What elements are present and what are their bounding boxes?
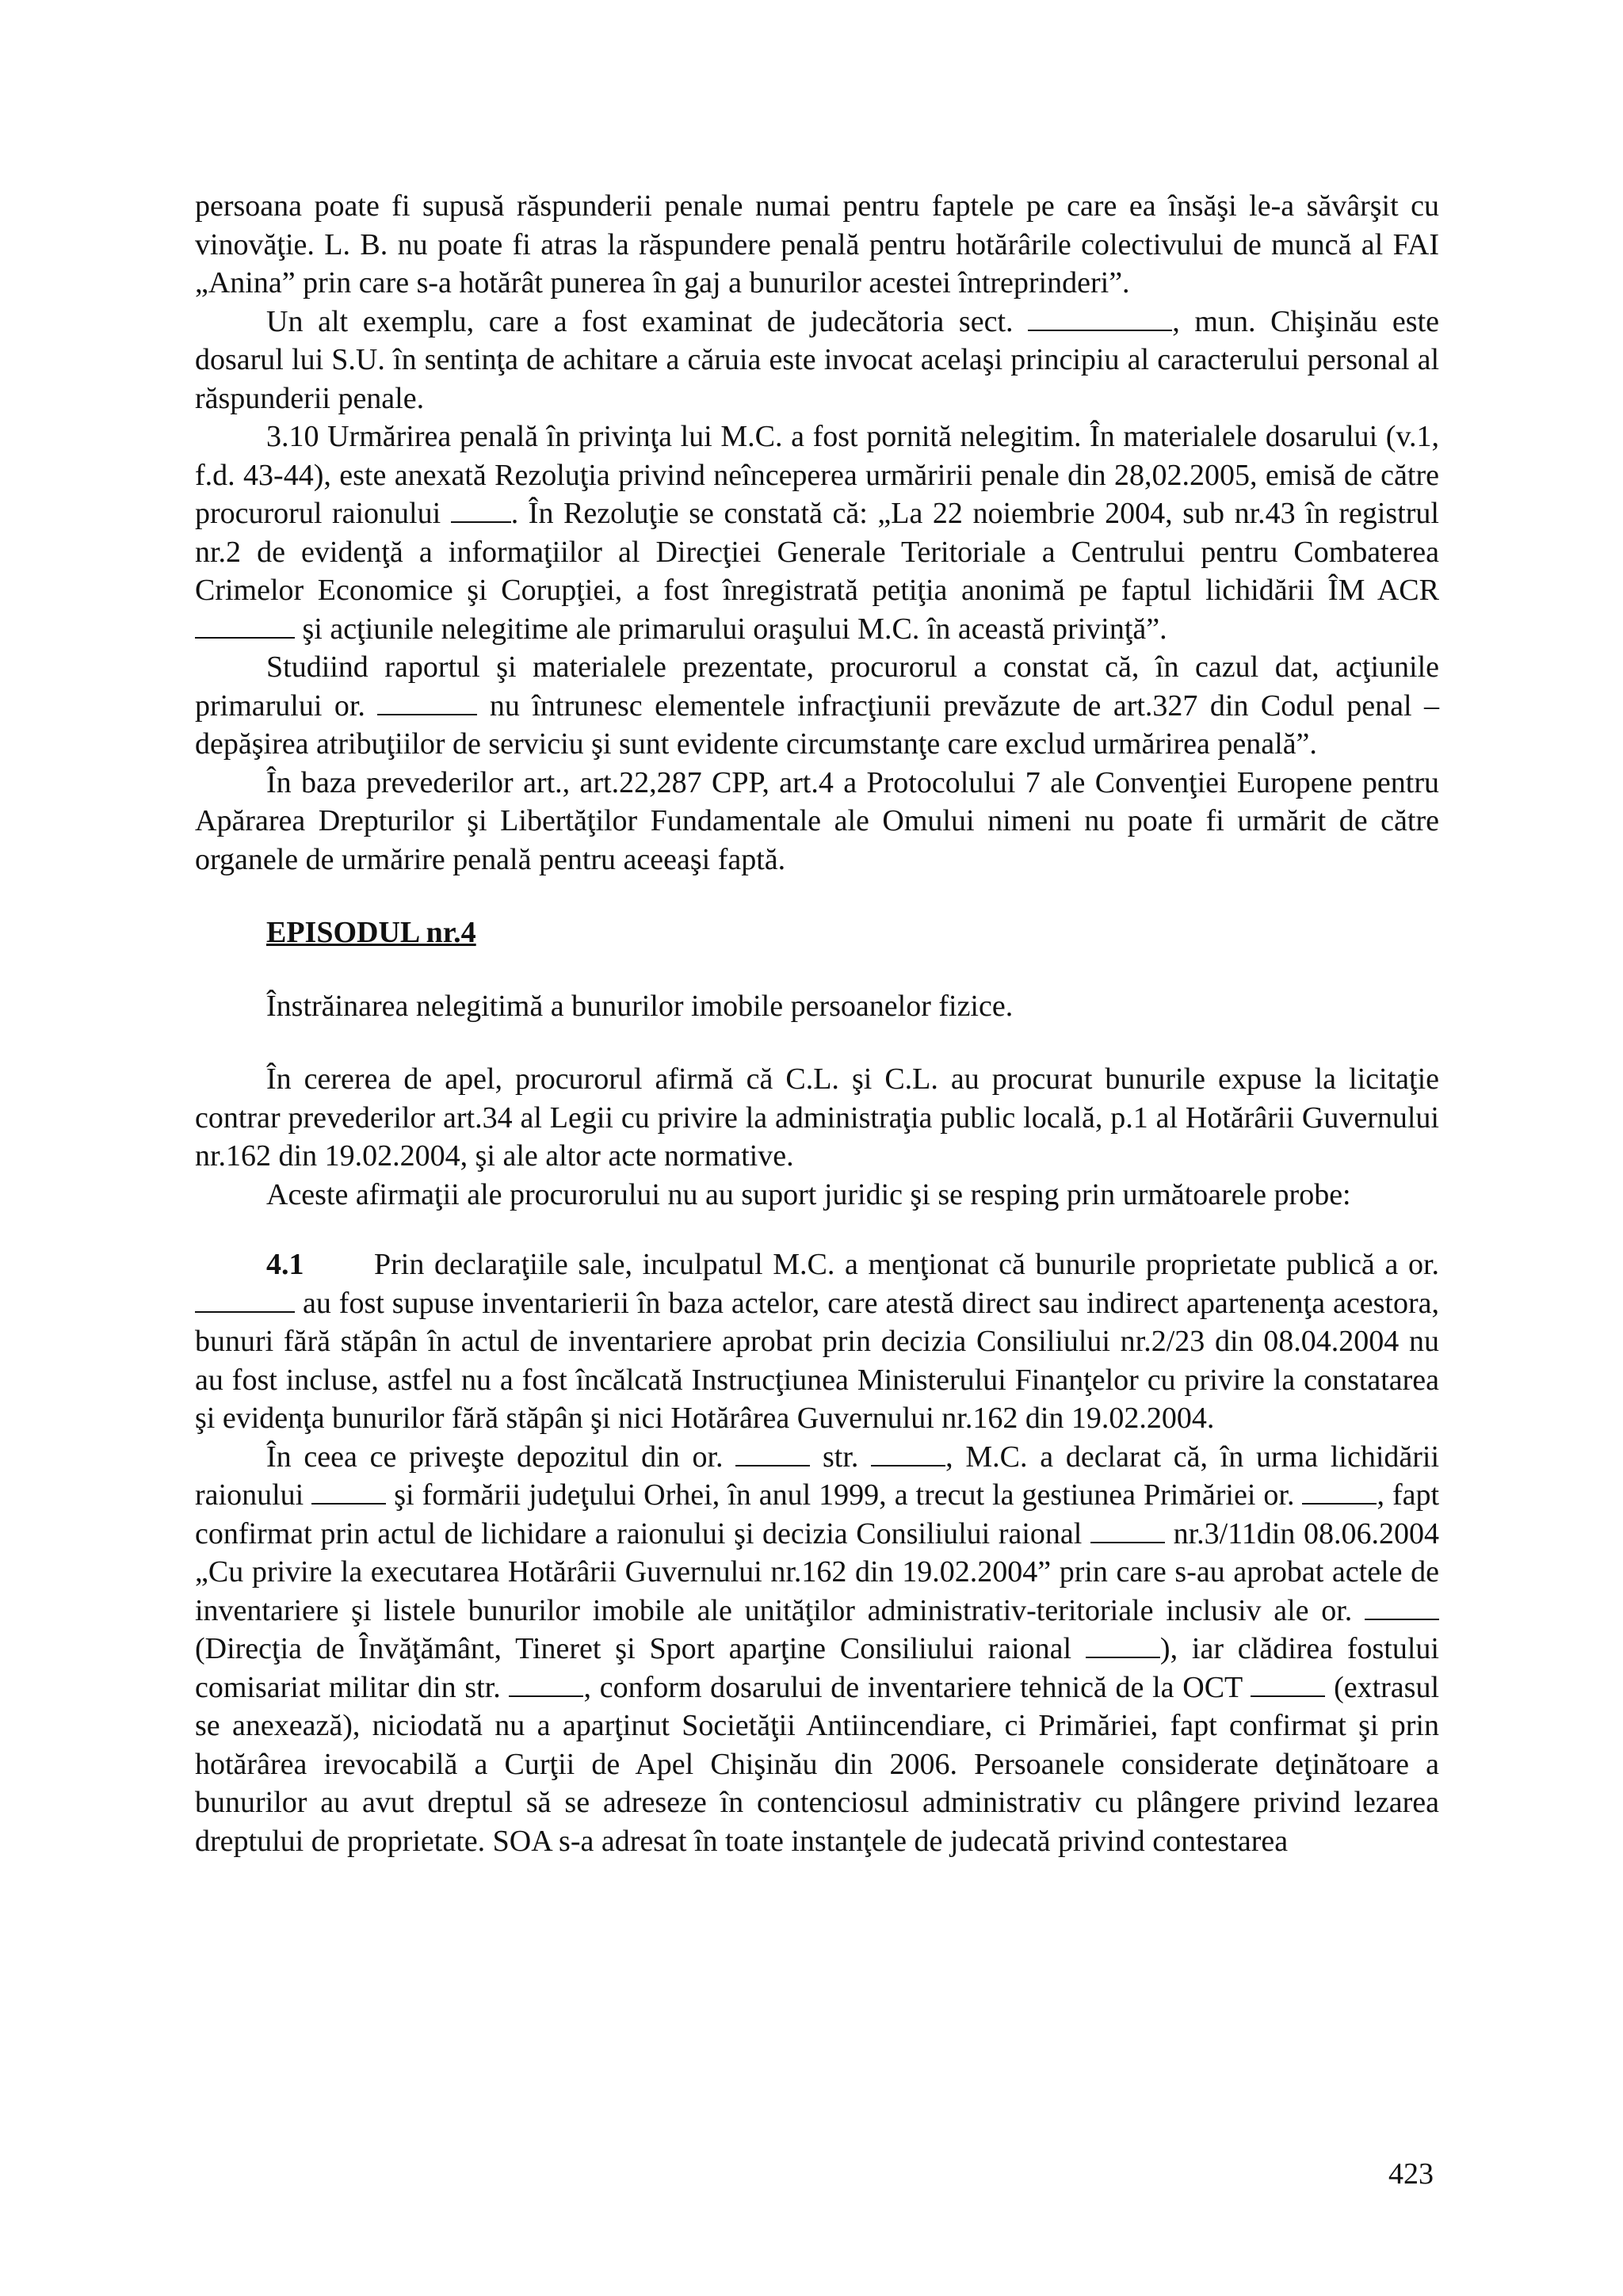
section-number: 4.1: [266, 1248, 304, 1281]
paragraph-5: În baza prevederilor art., art.22,287 CPP, art.4 a Protocolului 7 ale Convenţiei Europene pentru Apărarea Drepturilor şi Libertăţilor Fundamentale ale Omului nimeni nu poate fi urmărit de către organele de urmărire penală pentru aceeaşi faptă.: [195, 765, 1439, 876]
redacted-blank: [311, 1479, 386, 1505]
page-number: 423: [1388, 2157, 1434, 2191]
paragraph-9: În ceea ce priveşte depozitul din or. str. , M.C. a declarat că, în urma lichidării raionului şi formării judeţului Orhei, în anul 1999, a trecut la gestiunea Primăriei or. , fapt confirmat prin actul de lichidare a raionului şi decizia Consiliului raional nr.3/11din 08.06.2004 „Cu privire la executarea Hotărârii Guvernului nr.162 din 19.02.2004” prin care s-au aprobat actele de inventariere şi listele bunurilor imobile ale unităţilor administrativ-teritoriale inclusiv ale or. (Direcţia de Învăţământ, Tineret şi Sport aparţine Consiliului raional ), iar clădirea fostului comisariat militar din str. , conform dosarului de inventariere tehnică de la OCT (extrasul se anexează), niciodată nu a aparţinut Societăţii Antiincendiare, ci Primăriei, fapt confirmat şi prin hotărârea irevocabilă a Curţii de Apel Chişinău din 2006. Persoanele considerate deţinătoare a bunurilor au avut dreptul să se adreseze în contenciosul administrativ cu plângere privind lezarea dreptului de proprietate. SOA s-a adresat în toate instanţele de judecată privind contestarea: [195, 1440, 1440, 1858]
paragraph-4-1: 4.1 Prin declaraţiile sale, inculpatul M.C. a menţionat că bunurile proprietate publică a or. au fost supuse inventarierii în baza actelor, care atestă direct sau indirect apartenenţa acestora, bunuri fără stăpân în actul de inventariere aprobat prin decizia Consiliului nr.2/23 din 08.04.2004 nu au fost incluse, astfel nu a fost încălcată Instrucţiunea Ministerului Finanţelor cu privire la constatarea şi evidenţa bunurilor fără stăpân şi nici Hotărârea Guvernului nr.162 din 19.02.2004.: [195, 1248, 1440, 1435]
paragraph-6: În cererea de apel, procurorul afirmă că C.L. şi C.L. au procurat bunurile expuse la licitaţie contrar prevederilor art.34 al Legii cu privire la administraţia public locală, p.1 al Hotărârii Guvernului nr.162 din 19.02.2004, şi ale altor acte normative.: [195, 1062, 1439, 1173]
redacted-blank: [871, 1441, 945, 1466]
redacted-blank: [195, 613, 295, 639]
redacted-blank: [1251, 1672, 1325, 1697]
redacted-blank: [1365, 1595, 1439, 1620]
redacted-blank: [509, 1672, 583, 1697]
redacted-blank: [451, 498, 511, 523]
redacted-blank: [377, 690, 477, 715]
paragraph-7: Aceste afirmaţii ale procurorului nu au suport juridic şi se resping prin următoarele probe:: [266, 1177, 1351, 1211]
paragraph-3-10: 3.10 Urmărirea penală în privinţa lui M.C. a fost pornită nelegitim. În materialele dosarului (v.1, f.d. 43-44), este anexată Rezoluţia privind neînceperea urmăririi penale din 28,02.2005, emisă de către procurorul raionului . În Rezoluţie se constată că: „La 22 noiembrie 2004, sub nr.43 în registrul nr.2 de evidenţă a informaţiilor al Direcţiei Generale Teritoriale a Centrului pentru Combaterea Crimelor Economice şi Corupţiei, a fost înregistrată petiţia anonimă pe faptul lichidării ÎM ACR şi acţiunile nelegitime ale primarului oraşului M.C. în această privinţă”.: [195, 420, 1439, 646]
redacted-blank: [735, 1441, 810, 1466]
document-page: [195, 187, 1439, 1860]
redacted-blank: [1302, 1479, 1377, 1505]
redacted-blank: [1028, 306, 1172, 331]
episode-heading: EPISODUL nr.4: [266, 916, 476, 949]
redacted-blank: [1086, 1633, 1160, 1658]
episode-subtitle: Înstrăinarea nelegitimă a bunurilor imobile persoanelor fizice.: [266, 989, 1014, 1023]
redacted-blank: [1090, 1518, 1165, 1543]
redacted-blank: [195, 1287, 295, 1313]
paragraph-1: persoana poate fi supusă răspunderii penale numai pentru faptele pe care ea însăşi le-a săvârşit cu vinovăţie. L. B. nu poate fi atras la răspundere penală pentru hotărârile colectivului de muncă al FAI „Anina” prin care s-a hotărât punerea în gaj a bunurilor acestei întreprinderi”.: [195, 189, 1439, 299]
paragraph-4: Studiind raportul şi materialele prezentate, procurorul a constat că, în cazul dat, acţiunile primarului or. nu întrunesc elementele infracţiunii prevăzute de art.327 din Codul penal – depăşirea atribuţiilor de serviciu şi sunt evidente circumstanţe care exclud urmărirea penală”.: [195, 650, 1440, 761]
paragraph-2: Un alt exemplu, care a fost examinat de judecătoria sect. , mun. Chişinău este dosarul lui S.U. în sentinţa de achitare a căruia este invocat acelaşi principiu al caracterului personal al răspunderii penale.: [195, 304, 1439, 415]
